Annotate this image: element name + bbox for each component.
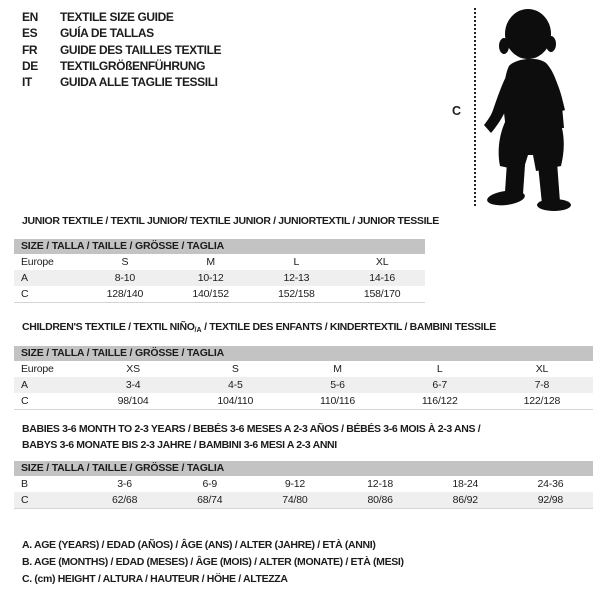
- table-row: [14, 361, 593, 377]
- table-cell: 116/122: [421, 395, 458, 407]
- table-cell: 92/98: [537, 494, 564, 506]
- table-cell: 110/116: [320, 395, 355, 407]
- row-label-cell: C: [21, 395, 29, 407]
- table-cell: 9-12: [284, 478, 306, 490]
- table-cell: M: [333, 363, 342, 375]
- language-row-es: [22, 25, 221, 41]
- row-label-cell: B: [21, 478, 28, 490]
- children-title-subscript: /A: [194, 327, 202, 334]
- table-cell: L: [293, 256, 300, 268]
- measurement-legend: [22, 537, 404, 587]
- language-row-en: [22, 9, 221, 25]
- legend-line-c: C. (cm) HEIGHT / ALTURA / HAUTEUR / HÖHE / ALTEZZA: [22, 572, 288, 585]
- row-label-cell: A: [21, 272, 28, 284]
- junior-size-table: [14, 239, 425, 303]
- table-cell: 10-12: [197, 272, 224, 284]
- table-cell: 68/74: [197, 494, 223, 506]
- language-label: GUÍA DE TALLAS: [60, 26, 154, 41]
- height-label: C: [452, 104, 462, 118]
- table-cell: 18-24: [452, 478, 479, 490]
- table-row: [14, 254, 425, 270]
- table-cell: 158/170: [363, 288, 401, 300]
- size-header-bar: SIZE / TALLA / TAILLE / GRÖSSE / TAGLIA: [14, 239, 425, 254]
- table-row: [14, 270, 425, 286]
- table-cell: 74/80: [282, 494, 308, 506]
- table-cell: 5-6: [330, 379, 345, 391]
- table-cell: 80/86: [367, 494, 393, 506]
- language-code: ES: [22, 26, 38, 41]
- legend-line-b: B. AGE (MONTHS) / EDAD (MESES) / ÂGE (MOIS) / ALTER (MONATE) / ETÀ (MESI): [22, 555, 404, 568]
- children-size-table: [14, 346, 593, 410]
- row-label-cell: C: [21, 288, 29, 300]
- baby-silhouette-icon: [482, 6, 594, 212]
- babies-size-table: [14, 461, 593, 509]
- table-cell: XS: [126, 363, 140, 375]
- table-cell: S: [231, 363, 239, 375]
- language-code: IT: [22, 75, 32, 90]
- row-label-cell: A: [21, 379, 28, 391]
- table-cell: S: [121, 256, 129, 268]
- table-row: [14, 393, 593, 409]
- table-row: [14, 492, 593, 508]
- junior-section-title: JUNIOR TEXTILE / TEXTIL JUNIOR/ TEXTILE JUNIOR / JUNIORTEXTIL / JUNIOR TESSILE: [22, 215, 439, 227]
- language-label: GUIDE DES TAILLES TEXTILE: [60, 42, 222, 57]
- language-row-fr: [22, 42, 221, 58]
- language-code: EN: [22, 10, 38, 24]
- table-cell: 8-10: [114, 272, 135, 284]
- language-label: TEXTILE SIZE GUIDE: [60, 10, 174, 24]
- table-row: [14, 377, 593, 393]
- row-label-cell: Europe: [21, 256, 54, 268]
- table-cell: 14-16: [369, 272, 396, 284]
- table-cell: 128/140: [106, 288, 144, 300]
- table-cell: 86/92: [452, 494, 478, 506]
- table-row: [14, 476, 593, 492]
- table-cell: 24-36: [537, 478, 564, 490]
- table-cell: M: [206, 256, 215, 268]
- table-cell: 7-8: [534, 379, 550, 391]
- table-cell: 122/128: [523, 395, 561, 407]
- row-label-cell: Europe: [21, 363, 54, 375]
- children-title-prefix: CHILDREN'S TEXTILE / TEXTIL NIÑO: [22, 321, 195, 333]
- table-cell: 12-18: [367, 478, 394, 490]
- language-label: TEXTILGRÖßENFÜHRUNG: [60, 58, 206, 73]
- language-code: DE: [22, 58, 38, 73]
- table-cell: 62/68: [111, 494, 138, 506]
- children-section-title: [22, 321, 496, 334]
- children-title-suffix: / TEXTILE DES ENFANTS / KINDERTEXTIL / BAMBINI TESSILE: [201, 321, 496, 333]
- language-row-de: [22, 58, 221, 74]
- legend-line-a: A. AGE (YEARS) / EDAD (AÑOS) / ÂGE (ANS) / ALTER (JAHRE) / ETÀ (ANNI): [22, 539, 376, 551]
- language-row-it: [22, 74, 221, 90]
- row-label-cell: C: [21, 494, 29, 506]
- language-list: [22, 9, 221, 90]
- babies-section-title-line1: BABIES 3-6 MONTH TO 2-3 YEARS / BEBÉS 3-6 MESES A 2-3 AÑOS / BÉBÉS 3-6 MOIS À 2-3 ANS /: [22, 423, 481, 435]
- table-cell: L: [436, 363, 443, 375]
- babies-section-title-line2: BABYS 3-6 MONATE BIS 2-3 JAHRE / BAMBINI 3-6 MESI A 2-3 ANNI: [22, 439, 337, 451]
- table-cell: 6-9: [202, 478, 218, 490]
- table-cell: 12-13: [283, 272, 310, 284]
- table-cell: 104/110: [217, 395, 254, 407]
- table-row: [14, 286, 425, 302]
- table-cell: 3-4: [125, 379, 141, 391]
- table-cell: 98/104: [117, 395, 149, 407]
- table-cell: 4-5: [228, 379, 243, 391]
- table-cell: 6-7: [432, 379, 447, 391]
- language-code: FR: [22, 42, 38, 57]
- table-cell: 140/152: [192, 288, 229, 300]
- size-header-bar: SIZE / TALLA / TAILLE / GRÖSSE / TAGLIA: [14, 461, 593, 476]
- table-cell: XL: [375, 256, 389, 268]
- language-label: GUIDA ALLE TAGLIE TESSILI: [60, 75, 218, 90]
- size-header-bar: SIZE / TALLA / TAILLE / GRÖSSE / TAGLIA: [14, 346, 593, 361]
- table-cell: XL: [535, 363, 549, 375]
- table-cell: 152/158: [278, 288, 315, 300]
- table-cell: 3-6: [117, 478, 132, 490]
- height-measure-line: [474, 8, 476, 206]
